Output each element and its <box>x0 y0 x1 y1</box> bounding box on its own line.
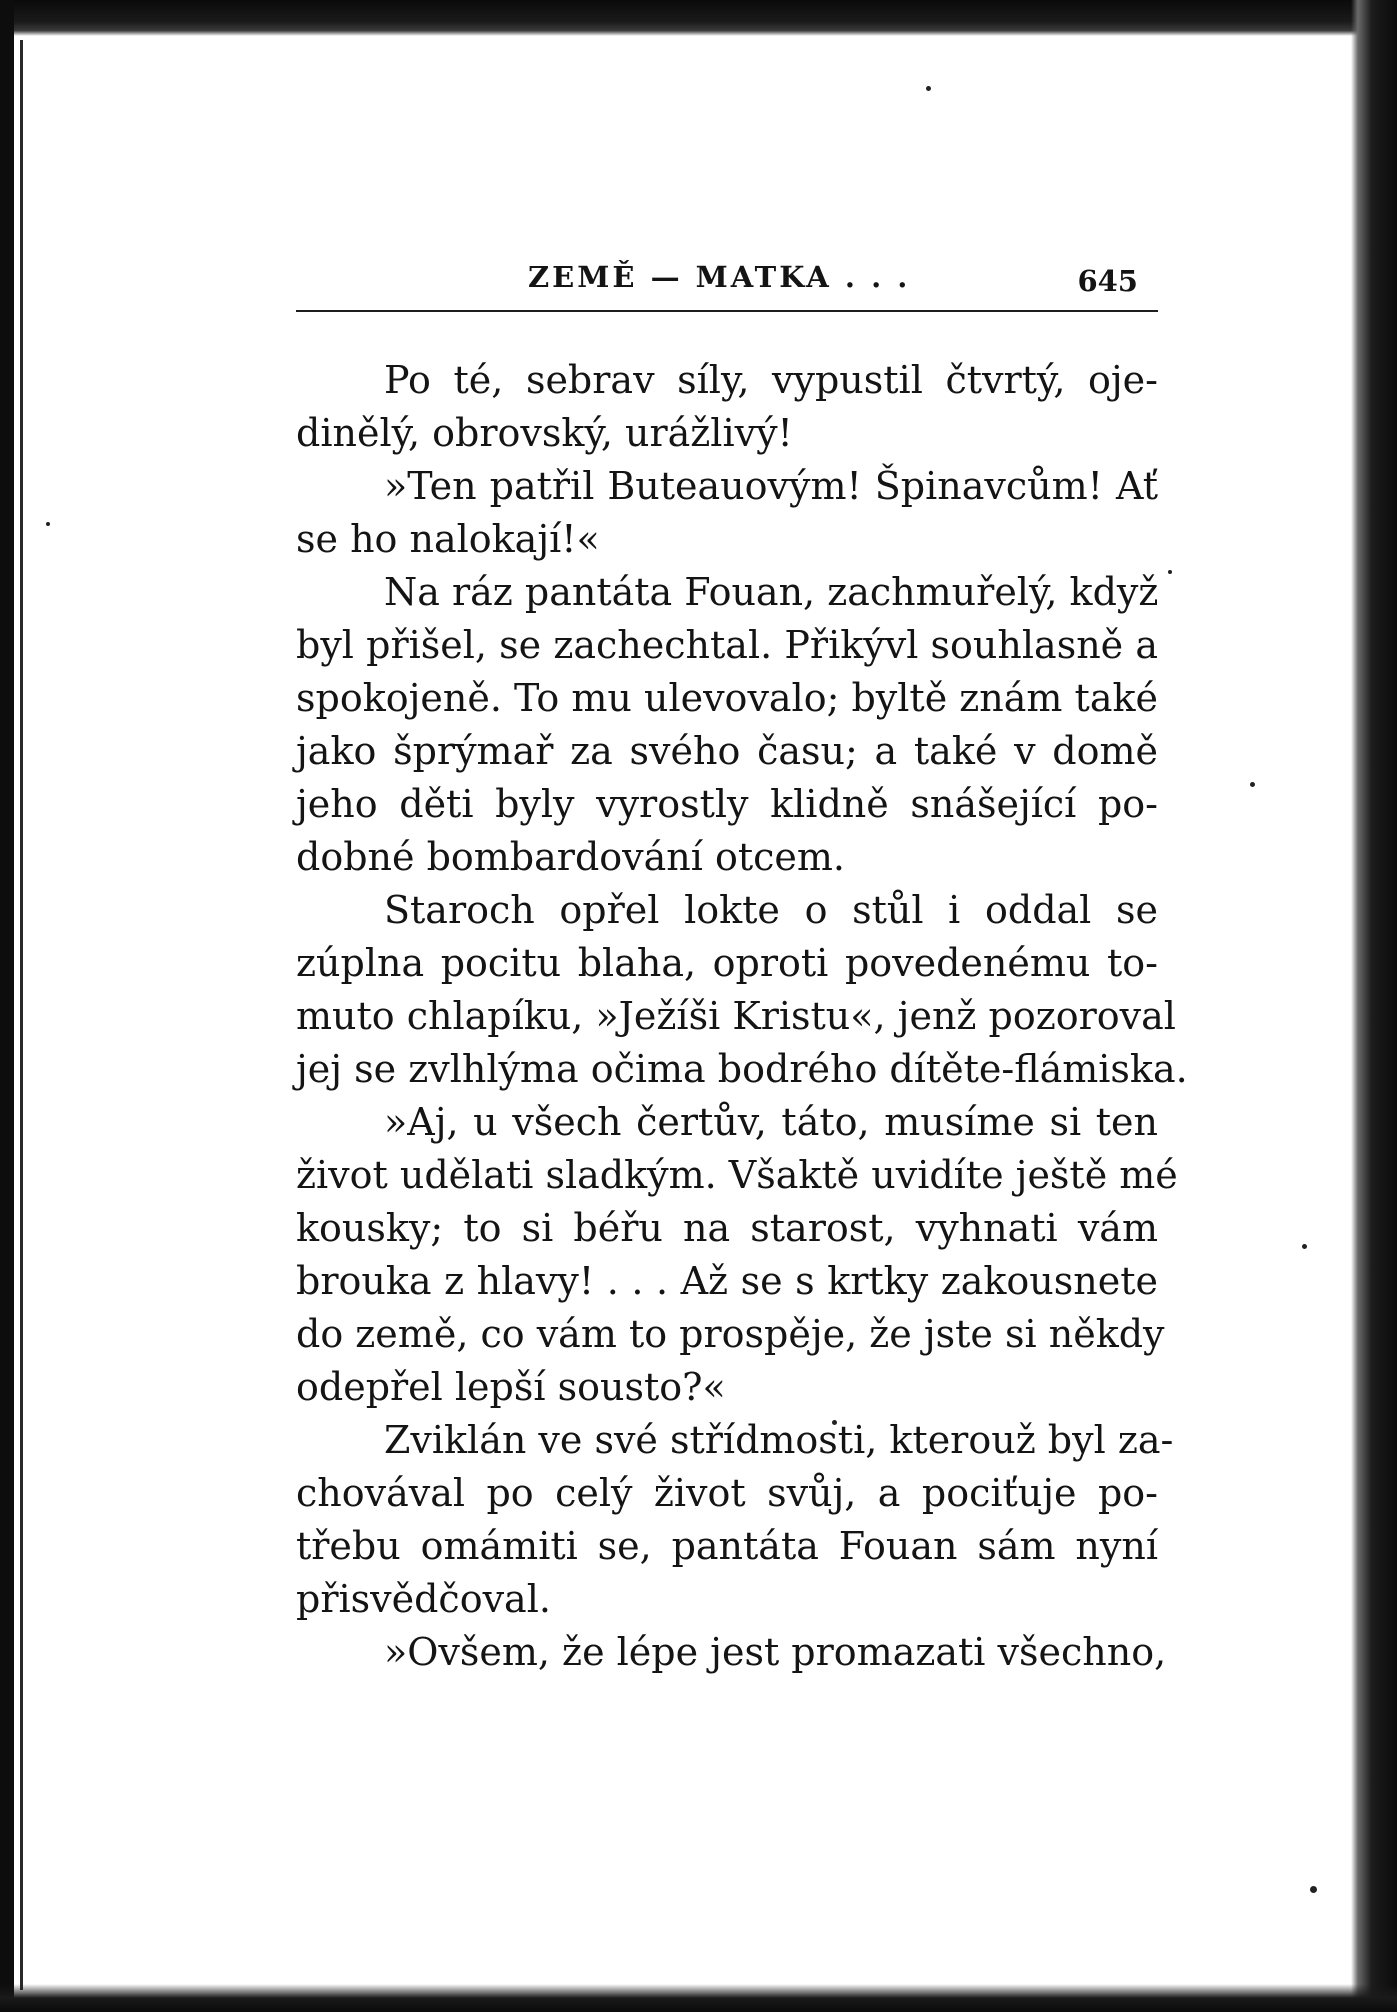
dust-speck <box>926 86 931 91</box>
text-line: život udělati sladkým. Všaktě uvidíte ještě mé <box>296 1153 1178 1197</box>
text-line: brouka z hlavy! . . . Až se s krtky zakousnete <box>296 1259 1158 1303</box>
scan-border-top <box>0 0 1397 36</box>
text-line: byl přišel, se zachechtal. Přikývl souhlasně a <box>296 623 1158 667</box>
dust-speck <box>46 522 50 526</box>
text-line: dinělý, obrovský, urážlivý! <box>296 411 793 455</box>
text-line: spokojeně. To mu ulevovalo; byltě znám také <box>296 676 1158 720</box>
dust-speck <box>1310 1886 1317 1893</box>
text-line: chovával po celý život svůj, a pociťuje po- <box>296 1471 1158 1515</box>
text-line: dobné bombardování otcem. <box>296 835 846 879</box>
body-text <box>296 354 1188 1679</box>
text-line: »Ten patřil Buteauovým! Špinavcům! Ať <box>384 464 1158 508</box>
text-line: zúplna pocitu blaha, oproti povedenému to- <box>296 941 1158 985</box>
running-head <box>296 250 1158 312</box>
text-line: Na ráz pantáta Fouan, zachmuřelý, když <box>384 570 1159 614</box>
text-line: jeho děti byly vyrostly klidně snášející po- <box>296 782 1158 826</box>
dust-speck <box>1302 1244 1307 1249</box>
text-line: se ho nalokají!« <box>296 517 600 561</box>
dust-speck <box>1250 782 1255 787</box>
scan-border-right <box>1351 0 1397 2012</box>
text-line: kousky; to si béřu na starost, vyhnati vám <box>296 1206 1158 1250</box>
text-line: Po té, sebrav síly, vypustil čtvrtý, oje- <box>384 358 1158 402</box>
page-number: 645 <box>1077 264 1138 298</box>
text-line: »Aj, u všech čertův, táto, musíme si ten <box>384 1100 1158 1144</box>
running-title: ZEMĚ — MATKA . . . <box>528 260 911 294</box>
text-line: muto chlapíku, »Ježíši Kristu«, jenž pozoroval <box>296 994 1176 1038</box>
text-line: »Ovšem, že lépe jest promazati všechno, <box>384 1630 1167 1674</box>
text-line: jako šprýmař za svého času; a také v domě <box>296 729 1158 773</box>
text-line: odepřel lepší sousto?« <box>296 1365 726 1409</box>
book-page <box>296 250 1188 1679</box>
text-line: Zviklán ve své střídmosti, kterouž byl za- <box>384 1418 1174 1462</box>
dust-speck <box>1168 570 1172 574</box>
scan-border-bottom <box>0 1984 1397 2012</box>
scan-border-left <box>0 0 14 2012</box>
scan-edge-line <box>20 40 23 1990</box>
text-line: jej se zvlhlýma očima bodrého dítěte-flámiska. <box>296 1047 1188 1091</box>
text-line: přisvědčoval. <box>296 1577 551 1621</box>
text-line: třebu omámiti se, pantáta Fouan sám nyní <box>296 1524 1158 1568</box>
text-line: do země, co vám to prospěje, že jste si někdy <box>296 1312 1165 1356</box>
text-line: Staroch opřel lokte o stůl i oddal se <box>384 888 1158 932</box>
